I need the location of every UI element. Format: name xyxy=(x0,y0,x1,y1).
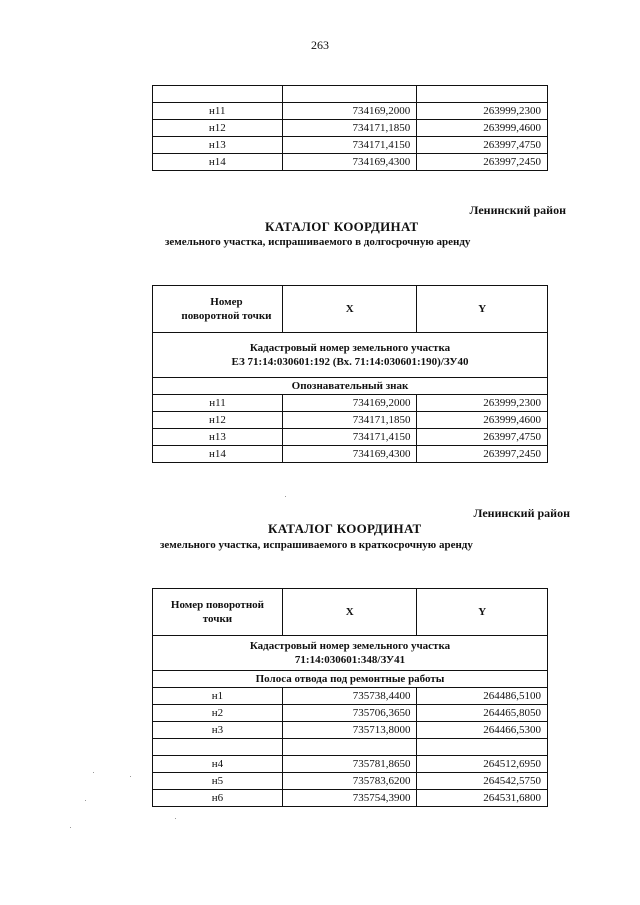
x-cell: 735713,8000 xyxy=(282,722,417,739)
x-cell: 734169,4300 xyxy=(282,446,417,463)
x-cell: 734171,4150 xyxy=(282,137,417,154)
table-row xyxy=(153,705,548,722)
x-cell: 735781,8650 xyxy=(282,756,417,773)
scan-speck xyxy=(130,776,131,777)
table-row xyxy=(153,154,548,171)
point-cell: н3 xyxy=(153,722,283,739)
scan-speck xyxy=(70,827,71,828)
column-header-y: Y xyxy=(417,589,548,636)
x-cell: 735754,3900 xyxy=(282,790,417,807)
cadastral-number: ЕЗ 71:14:030601:192 (Вх. 71:14:030601:190)/ЗУ40 xyxy=(231,356,469,368)
x-cell: 735783,6200 xyxy=(282,773,417,790)
x-cell: 735706,3650 xyxy=(282,705,417,722)
table-row xyxy=(153,412,548,429)
table-row xyxy=(153,446,548,463)
x-cell: 734169,4300 xyxy=(282,154,417,171)
y-cell: 264512,6950 xyxy=(417,756,548,773)
table-row xyxy=(153,773,548,790)
column-header-point: Номер поворотной точки xyxy=(153,589,283,636)
x-cell: 734169,2000 xyxy=(282,103,417,120)
catalog-subtitle: земельного участка, испрашиваемого в краткосрочную аренду xyxy=(160,539,473,551)
y-cell: 264542,5750 xyxy=(417,773,548,790)
cadastral-row xyxy=(153,333,548,378)
subheader-row xyxy=(153,378,548,395)
table-row xyxy=(153,86,548,103)
column-header-point: Номер поворотной точки xyxy=(153,286,283,333)
x-cell: 734171,4150 xyxy=(282,429,417,446)
short-term-coordinates-table xyxy=(152,588,548,807)
top-coordinates-table xyxy=(152,85,548,171)
y-cell: 263997,2450 xyxy=(417,154,548,171)
y-cell: 264466,5300 xyxy=(417,722,548,739)
table-row xyxy=(153,120,548,137)
y-cell: 263999,4600 xyxy=(417,412,548,429)
cadastral-label: Кадастровый номер земельного участка xyxy=(249,640,451,652)
y-cell: 263999,2300 xyxy=(417,395,548,412)
catalog-title: КАТАЛОГ КООРДИНАТ xyxy=(265,219,419,234)
table-row xyxy=(153,688,548,705)
y-cell: 264531,6800 xyxy=(417,790,548,807)
header-row xyxy=(153,589,548,636)
column-header-x: X xyxy=(282,286,417,333)
catalog-title: КАТАЛОГ КООРДИНАТ xyxy=(268,521,422,536)
column-header-y: Y xyxy=(417,286,548,333)
y-cell: 263997,4750 xyxy=(417,429,548,446)
page-number: 263 xyxy=(311,38,329,52)
point-cell: н13 xyxy=(153,137,283,154)
catalog-subtitle: земельного участка, испрашиваемого в долгосрочную аренду xyxy=(165,236,471,248)
column-header-x: X xyxy=(282,589,417,636)
section-subheader: Опознавательный знак xyxy=(153,378,548,395)
x-cell: 734169,2000 xyxy=(282,395,417,412)
point-cell: н14 xyxy=(153,154,283,171)
district-label: Ленинский район xyxy=(469,203,566,217)
district-label: Ленинский район xyxy=(473,506,570,520)
point-cell: н1 xyxy=(153,688,283,705)
scan-speck xyxy=(175,818,176,819)
header-row xyxy=(153,286,548,333)
point-cell: н12 xyxy=(153,120,283,137)
point-cell: н14 xyxy=(153,446,283,463)
y-cell: 263997,4750 xyxy=(417,137,548,154)
x-cell: 734171,1850 xyxy=(282,120,417,137)
point-cell: н13 xyxy=(153,429,283,446)
point-cell: н5 xyxy=(153,773,283,790)
table-row xyxy=(153,429,548,446)
table-row xyxy=(153,137,548,154)
subheader-row xyxy=(153,671,548,688)
cadastral-row xyxy=(153,636,548,671)
scan-speck xyxy=(93,772,94,773)
table-row xyxy=(153,103,548,120)
point-cell: н11 xyxy=(153,395,283,412)
y-cell: 263997,2450 xyxy=(417,446,548,463)
point-cell: н11 xyxy=(153,103,283,120)
y-cell: 264486,5100 xyxy=(417,688,548,705)
point-cell: н2 xyxy=(153,705,283,722)
y-cell: 263999,4600 xyxy=(417,120,548,137)
table-row xyxy=(153,395,548,412)
table-row xyxy=(153,756,548,773)
empty-row xyxy=(153,739,548,756)
x-cell: 734171,1850 xyxy=(282,412,417,429)
scan-speck xyxy=(85,800,86,801)
cadastral-number: 71:14:030601:348/ЗУ41 xyxy=(294,654,406,666)
x-cell: 735738,4400 xyxy=(282,688,417,705)
section-subheader: Полоса отвода под ремонтные работы xyxy=(153,671,548,688)
scan-speck xyxy=(285,496,286,497)
point-cell: н4 xyxy=(153,756,283,773)
point-cell: н6 xyxy=(153,790,283,807)
point-cell: н12 xyxy=(153,412,283,429)
cadastral-label: Кадастровый номер земельного участка xyxy=(249,342,451,354)
long-term-coordinates-table xyxy=(152,285,548,463)
table-row xyxy=(153,790,548,807)
y-cell: 263999,2300 xyxy=(417,103,548,120)
table-row xyxy=(153,722,548,739)
y-cell: 264465,8050 xyxy=(417,705,548,722)
